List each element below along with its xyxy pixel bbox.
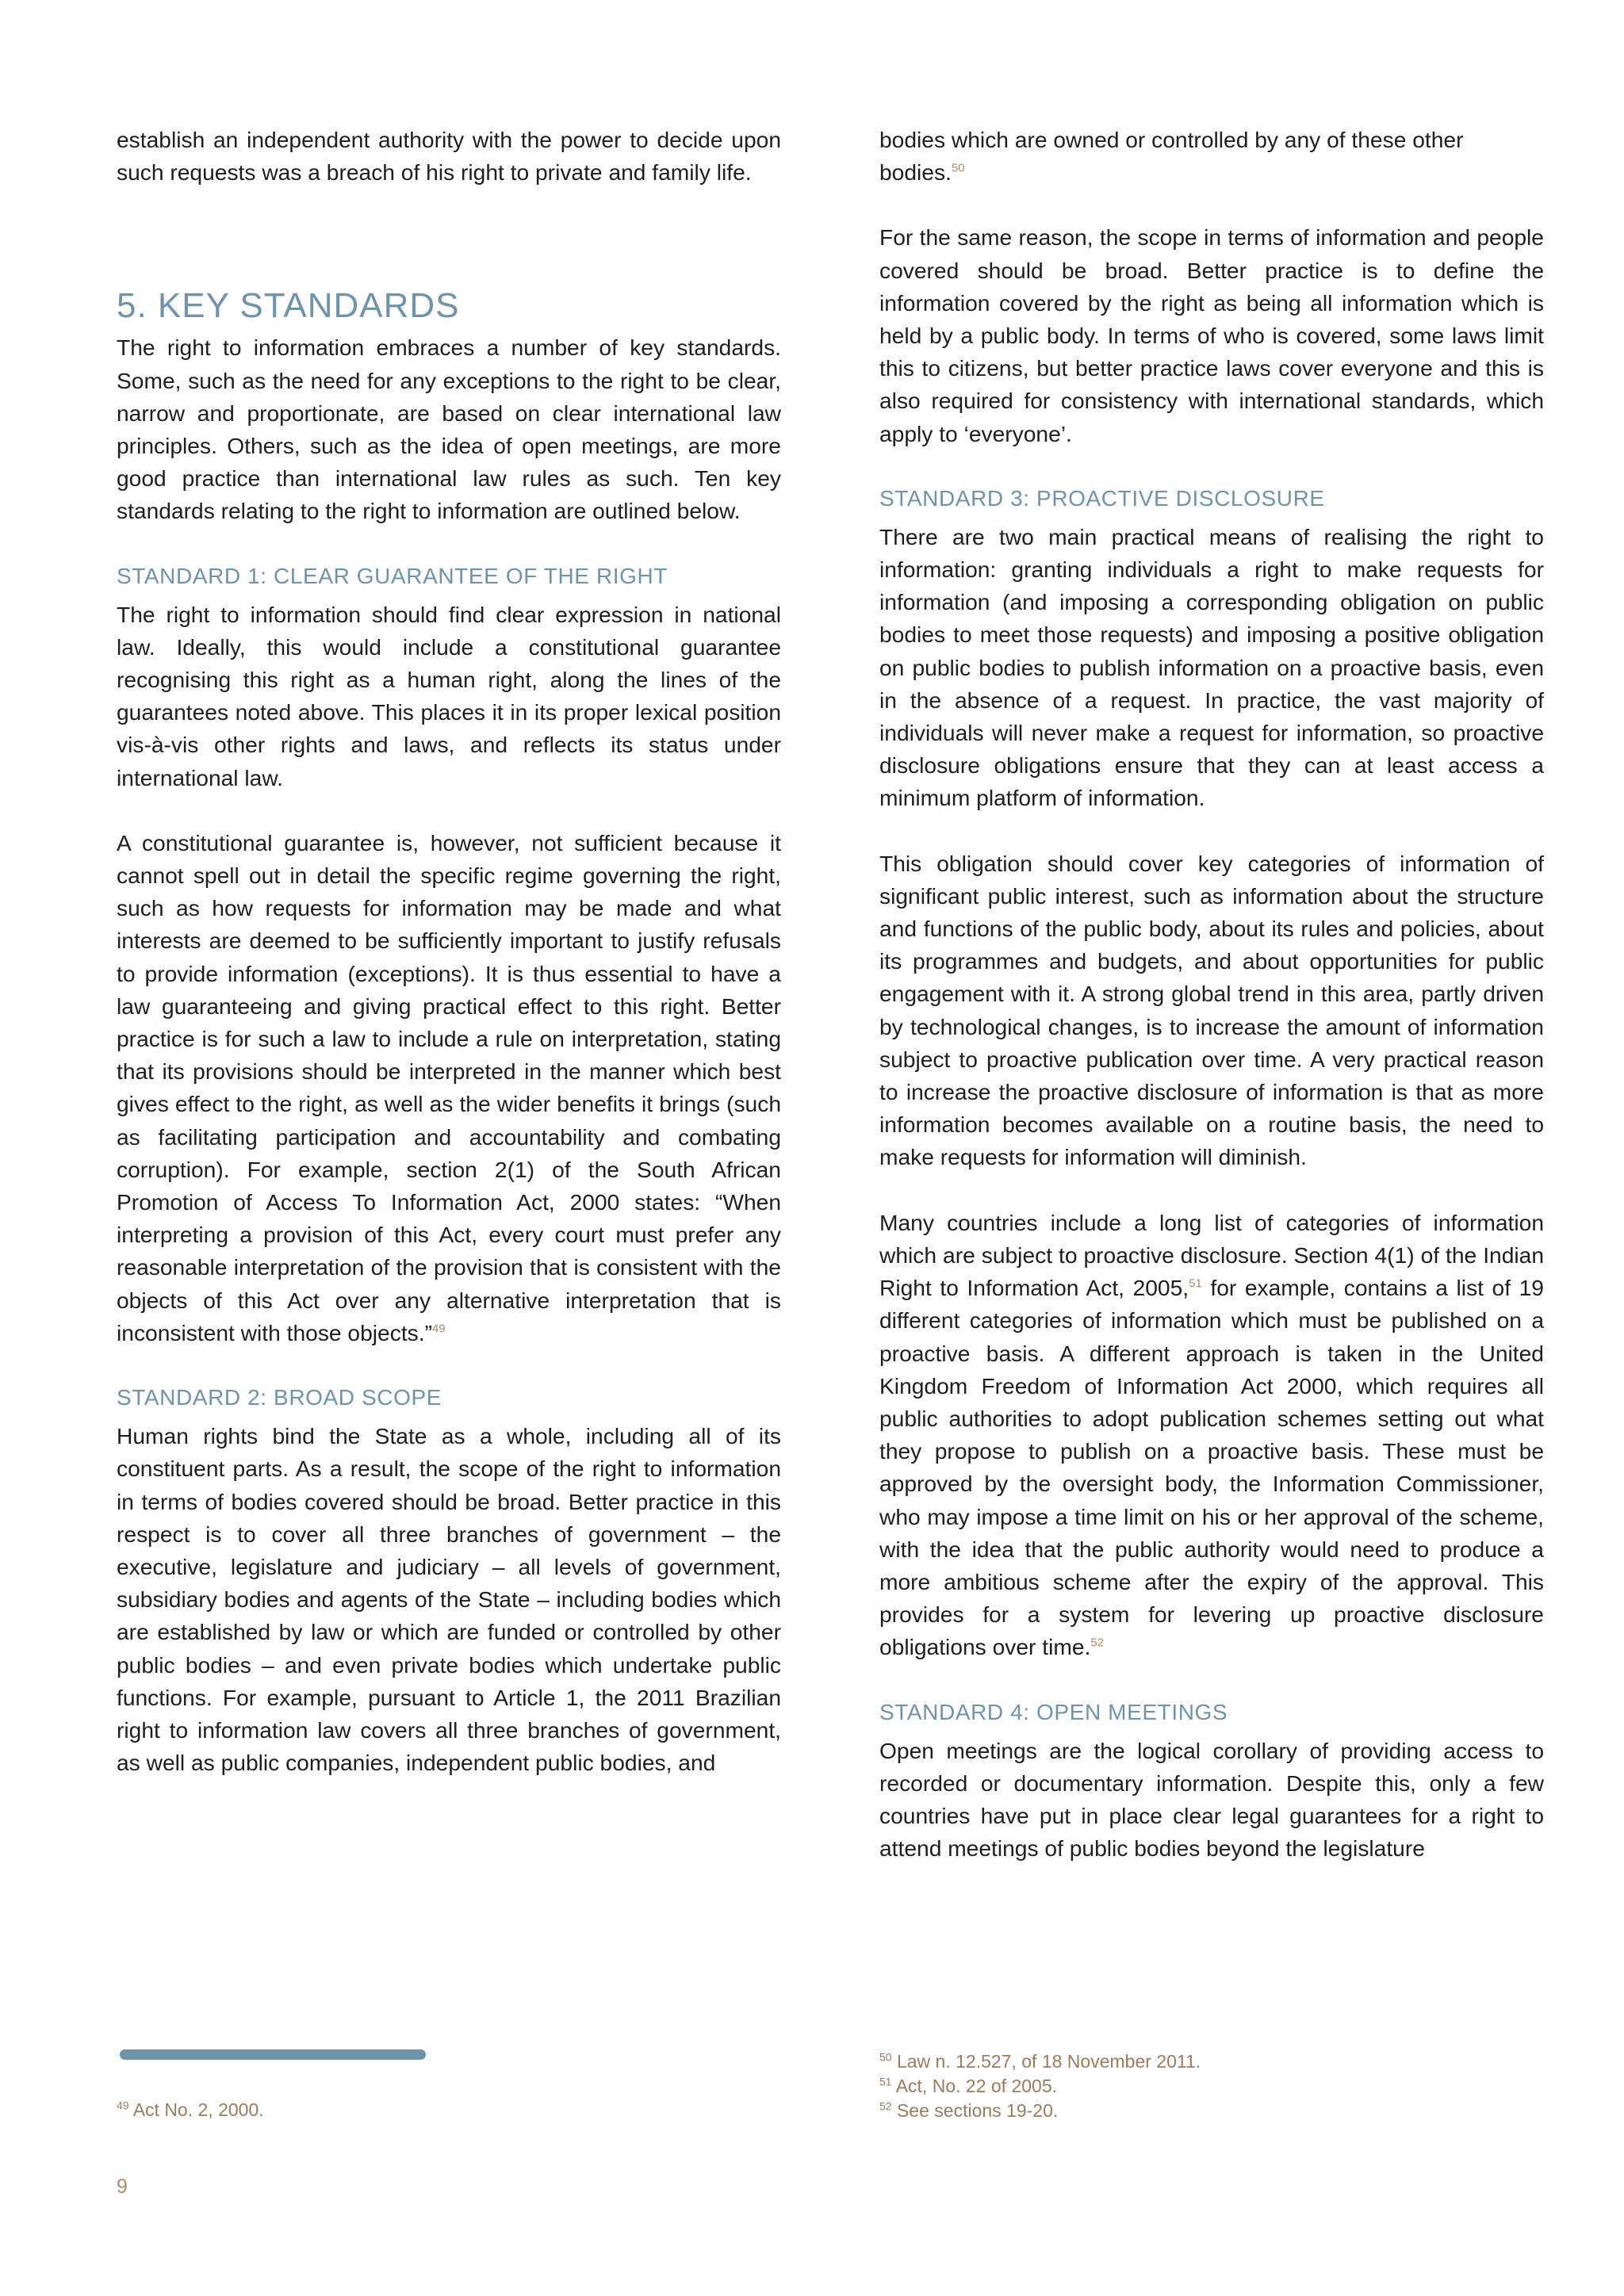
- standard-3-paragraph-1: There are two main practical means of realising the right to information: granting individuals a right to make requests for information (and imposing a corresponding obligation on public bodies to meet those requests) and imposing a positive obligation on public bodies to publish information on a proactive basis, even in the absence of a request. In practice, the vast majority of individuals will never make a request for information, so proactive disclosure obligations ensure that they can at least access a minimum platform of information.: [879, 523, 1544, 811]
- footnote-50: [879, 2049, 1201, 2074]
- standard-1-heading: STANDARD 1: CLEAR GUARANTEE OF THE RIGHT: [117, 563, 668, 588]
- standard-3-heading: STANDARD 3: PROACTIVE DISCLOSURE: [879, 485, 1325, 511]
- standard-1-paragraph-2-text: A constitutional guarantee is, however, not sufficient because it cannot spell out in detail the specific regime governing the right, such as how requests for information may be made and what interests are deemed to be sufficiently important to justify refusals to provide information (exceptions). It is thus essential to have a law guaranteeing and giving practical effect to this right. Better practice is for such a law to include a rule on interpretation, stating that its provisions should be interpreted in the manner which best gives effect to the right, as well as the wider benefits it brings (such as facilitating participation and accountability and combating corruption). For example, section 2(1) of the South African Promotion of Access To Information Act, 2000 states: “When interpreting a provision of this Act, every court must prefer any reasonable interpretation of the provision that is consistent with the objects of this Act over any alternative interpretation that is inconsistent with those objects.”: [117, 829, 781, 1345]
- footnote-51-text: Act, No. 22 of 2005.: [895, 2076, 1057, 2096]
- standard-3-paragraph-3: [879, 1207, 1544, 1664]
- footnote-divider-bar: [120, 2049, 426, 2060]
- standard-2-heading: STANDARD 2: BROAD SCOPE: [117, 1385, 442, 1410]
- intro-paragraph: establish an independent authority with the power to decide upon such requests was a breach of his right to private and family life.: [117, 127, 781, 186]
- footnote-51-number: 51: [879, 2075, 892, 2088]
- standard-3-paragraph-3-text-a: Many countries include a long list of categories of information which are subject to proactive disclosure. Section 4(1) of the Indian Right to Information Act, 2005,: [879, 1209, 1544, 1301]
- standard-4-heading: STANDARD 4: OPEN MEETINGS: [879, 1699, 1228, 1724]
- standard-1-paragraph-2: [117, 827, 781, 1349]
- footnote-ref-52: 52: [1090, 1636, 1105, 1650]
- footnote-52-text: See sections 19-20.: [896, 2100, 1059, 2121]
- standard-2-paragraph-2: For the same reason, the scope in terms of information and people covered should be broad. Better practice is to define the information covered by the right as being all information which is held by a public body. In terms of who is covered, some laws limit this to citizens, but better practice laws cover everyone and this is also required for consistency with international standards, which apply to ‘everyone’.: [879, 224, 1544, 446]
- standard-1-paragraph-1: The right to information should find clear expression in national law. Ideally, this would include a constitutional guarantee recognising this right as a human right, along the lines of the guarantees noted above. This places it in its proper lexical position vis-à-vis other rights and laws, and reflects its status under international law.: [117, 601, 781, 790]
- standard-2-paragraph-1: Human rights bind the State as a whole, including all of its constituent parts. As a result, the scope of the right to information in terms of bodies covered should be broad. Better practice in this respect is to cover all three branches of government – the executive, legislature and judiciary – all levels of government, subsidiary bodies and agents of the State – including bodies which are established by law or which are funded or controlled by other public bodies – and even private bodies which undertake public functions. For example, pursuant to Article 1, the 2011 Brazilian right to information law covers all three branches of government, as well as public companies, independent public bodies, and: [117, 1423, 781, 1776]
- footnote-49: [117, 2098, 264, 2122]
- left-column: [117, 124, 781, 1812]
- footnote-50-text: Law n. 12.527, of 18 November 2011.: [896, 2051, 1201, 2072]
- footnotes-right: [879, 2049, 1201, 2123]
- footnote-51: [879, 2074, 1201, 2099]
- standard-3-paragraph-3-text-b: for example, contains a list of 19 different categories of information which must be published on a proactive basis. A different approach is taken in the United Kingdom Freedom of Information Act 2000, which requires all public authorities to adopt publication schemes setting out what they propose to publish on a proactive basis. These must be approved by the oversight body, the Information Commissioner, who may impose a time limit on his or her approval of the scheme, with the idea that the public authority would need to produce a more ambitious scheme after the expiry of the approval. This provides for a system for levering up proactive disclosure obligations over time.: [879, 1275, 1544, 1660]
- right-column: [879, 124, 1544, 1897]
- page-number: 9: [117, 2175, 128, 2198]
- standard-3-paragraph-2: This obligation should cover key categories of information of significant public interest, such as information about the structure and functions of the public body, about its rules and policies, about its programmes and budgets, and about opportunities for public engagement with it. A strong global trend in this area, partly driven by technological changes, is to increase the amount of information subject to proactive publication over time. A very practical reason to increase the proactive disclosure of information is that as more information becomes available on a routine basis, the need to make requests for information will diminish.: [879, 850, 1544, 1170]
- footnote-ref-51: 51: [1189, 1276, 1202, 1291]
- footnote-49-text: Act No. 2, 2000.: [132, 2099, 264, 2120]
- footnote-ref-50: 50: [951, 161, 965, 175]
- footnote-49-number: 49: [117, 2099, 129, 2112]
- footnotes-left: [117, 2098, 264, 2122]
- standard-2-continued-text: bodies which are owned or controlled by any of these other bodies.: [879, 127, 1464, 186]
- key-standards-paragraph: The right to information embraces a number of key standards. Some, such as the need for any exceptions to the right to be clear, narrow and proportionate, are based on clear international law principles. Others, such as the idea of open meetings, are more good practice than international law rules as such. Ten key standards relating to the right to information are outlined below.: [117, 335, 781, 524]
- footnote-52: [879, 2099, 1201, 2123]
- footnote-ref-49: 49: [431, 1322, 446, 1336]
- footnote-52-number: 52: [879, 2099, 892, 2113]
- standard-2-paragraph-1-continued: [879, 124, 1544, 189]
- section-heading: 5. KEY STANDARDS: [117, 286, 460, 326]
- footnote-50-number: 50: [879, 2050, 892, 2064]
- standard-4-paragraph-1: Open meetings are the logical corollary of providing access to recorded or documentary information. Despite this, only a few countries have put in place clear legal guarantees for a right to attend meetings of public bodies beyond the legislature: [879, 1737, 1544, 1862]
